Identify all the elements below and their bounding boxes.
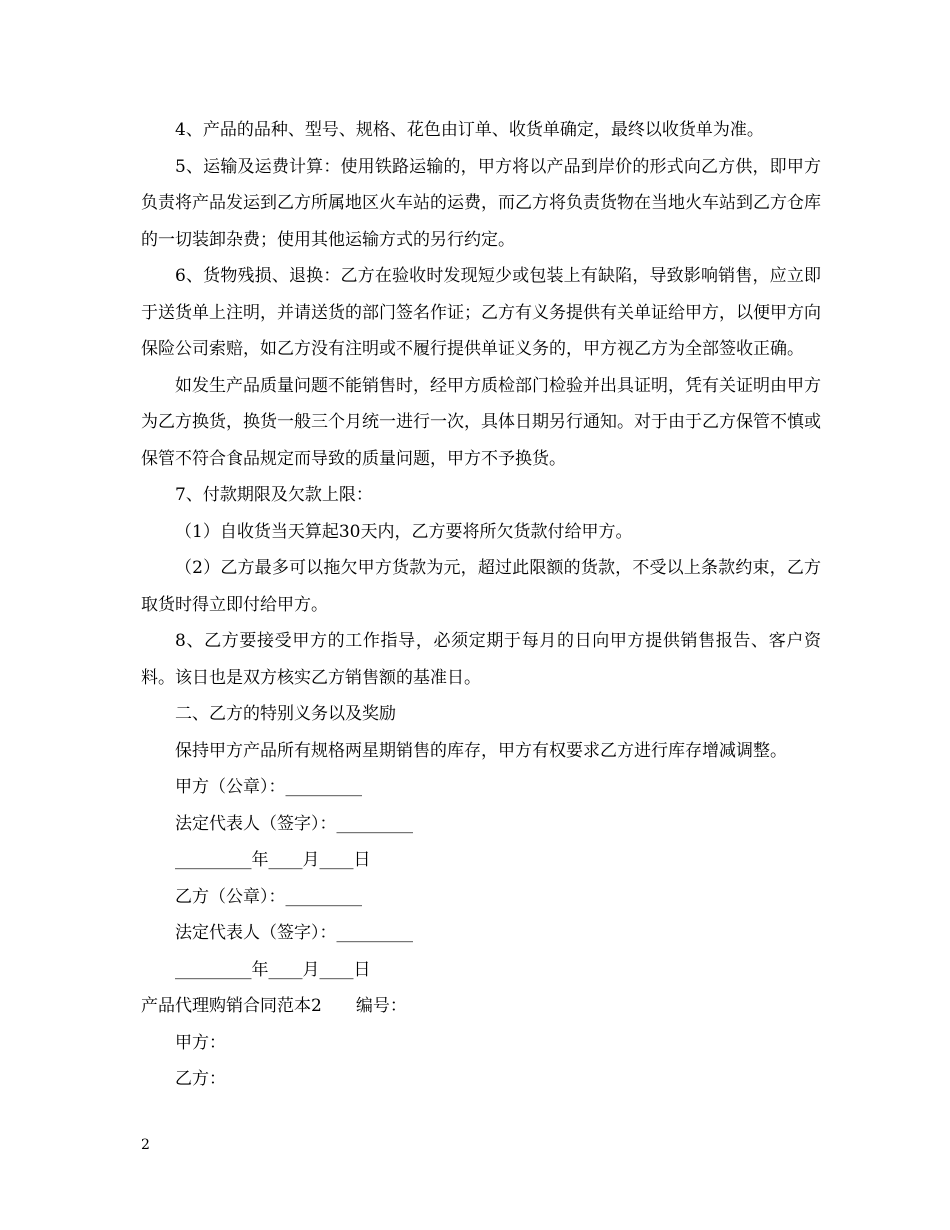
section-2-heading: 二、乙方的特别义务以及奖励 xyxy=(175,704,396,724)
next-party-b: 乙方： xyxy=(175,1069,226,1089)
party-a-seal-line: 甲方（公章）：_________ xyxy=(175,777,362,797)
stock-paragraph: 保持甲方产品所有规格两星期销售的库存，甲方有权要求乙方进行库存增减调整。 xyxy=(175,740,787,761)
signature-block-b xyxy=(141,879,821,989)
clause-4: 4、产品的品种、型号、规格、花色由订单、收货单确定，最终以收货单为准。 xyxy=(175,120,764,140)
clause-8: 8、乙方要接受甲方的工作指导，必须定期于每月的日向甲方提供销售报告、客户资料。该日也是双方核实乙方销售额的基准日。 xyxy=(141,631,821,688)
quality-paragraph: 如发生产品质量问题不能销售时，经甲方质检部门检验并出具证明，凭有关证明由甲方为乙方换货，换货一般三个月统一进行一次，具体日期另行通知。对于由于乙方保管不慎或保管不符合食品规定而导致的质量问题，甲方不予换货。 xyxy=(141,375,821,469)
party-a-date-line: _________年____月____日 xyxy=(175,850,371,870)
clause-7-2: （2）乙方最多可以拖欠甲方货款为元，超过此限额的货款，不受以上条款约束，乙方取货时得立即付给甲方。 xyxy=(141,558,821,615)
clause-7: 7、付款期限及欠款上限： xyxy=(175,485,373,505)
next-party-a: 甲方： xyxy=(175,1032,226,1053)
clause-5: 5、运输及运费计算：使用铁路运输的，甲方将以产品到岸价的形式向乙方供，即甲方负责将产品发运到乙方所属地区火车站的运费，而乙方将负责货物在当地火车站到乙方仓库的一切装卸杂费；使用其他运输方式的另行约定。 xyxy=(141,156,821,250)
next-contract-title: 产品代理购销合同范本2 xyxy=(141,996,322,1016)
party-a-rep-line: 法定代表人（签字）：_________ xyxy=(175,813,413,834)
page-number: 2 xyxy=(141,1137,150,1153)
document-body xyxy=(141,112,821,1098)
party-b-date-line: _________年____月____日 xyxy=(175,959,371,980)
clause-6: 6、货物残损、退换：乙方在验收时发现短少或包装上有缺陷，导致影响销售，应立即于送货单上注明，并请送货的部门签名作证；乙方有义务提供有关单证给甲方，以便甲方向保险公司索赔，如乙方没有注明或不履行提供单证义务的，甲方视乙方为全部签收正确。 xyxy=(141,266,821,359)
signature-block-a xyxy=(141,769,821,879)
contract-number-label: 编号： xyxy=(355,996,407,1016)
party-b-seal-line: 乙方（公章）：_________ xyxy=(175,886,362,907)
clause-7-1: （1）自收货当天算起30天内，乙方要将所欠货款付给甲方。 xyxy=(175,521,633,542)
party-b-rep-line: 法定代表人（签字）：_________ xyxy=(175,923,413,943)
next-contract-heading xyxy=(141,988,821,1025)
